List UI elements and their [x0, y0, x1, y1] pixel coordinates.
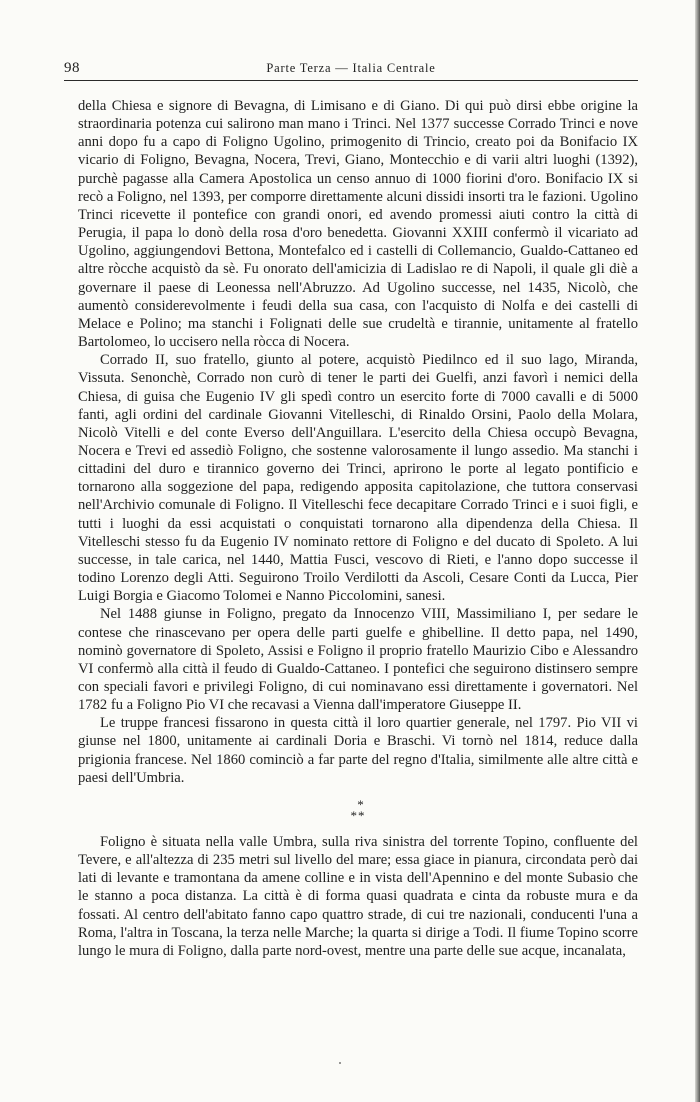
running-title: Parte Terza — Italia Centrale	[266, 61, 436, 75]
paragraph-french-troops: Le truppe francesi fissarono in questa città il loro quartier generale, nel 1797. Pio VII vi giunse nel 1800, unitamente ai cardinali Doria e Braschi. Vi tornò nel 1814, reduce dalla prigionia francese. Nel 1860 cominciò a far parte del regno d'Italia, similmente alle altre città e paesi dell'Umbria.	[78, 715, 638, 786]
body-text	[78, 97, 638, 960]
paragraph-city-description: Foligno è situata nella valle Umbra, sulla riva sinistra del torrente Topino, confluente del Tevere, e all'altezza di 235 metri sul livello del mare; essa giace in pianura, circondata però dai lati di levante e tramontana da amene colline e in vista dell'Apennino e del monte Subasio che le stanno a poca distanza. La città è di forma quasi quadrata e cinta da robuste mura e da fossati. Al centro dell'abitato fanno capo quattro strade, di cui tre nazionali, conducenti l'una a Roma, l'altra in Toscana, la terza nelle Marche; la quarta si dirige a Todi. Il fiume Topino scorre lungo le mura di Foligno, dalla parte nord-ovest, mentre una parte delle sue acque, incanalata,	[78, 833, 638, 959]
asterism-top: *	[357, 796, 365, 812]
page-number: 98	[64, 60, 80, 76]
paragraph-maximilian: Nel 1488 giunse in Foligno, pregato da Innocenzo VIII, Massimiliano I, per sedare le contese che rinascevano per opera delle parti guelfe e ghibelline. Il detto papa, nel 1490, nominò governatore di Spoleto, Assisi e Foligno il proprio fratello Maurizio Cibo e Alessandro VI confermò alla città il feudo di Gualdo-Cattaneo. I pontefici che seguirono distinsero sempre con speciali favori e privilegi Foligno, di cui nominavano essi direttamente i governatori. Nel 1782 fu a Foligno Pio VI che recavasi a Vienna dall'imperatore Giuseppe II.	[78, 606, 638, 714]
paragraph-corrado-ii: Corrado II, suo fratello, giunto al potere, acquistò Piedilnco ed il suo lago, Miranda, Vissuta. Senonchè, Corrado non curò di tener le parti dei Guelfi, anzi favorì i nemici della Chiesa, di guisa che Eugenio IV gli spedì contro un esercito forte di 7000 cavalli e di 5000 fanti, agli ordini del cardinale Giovanni Vitelleschi, di Rinaldo Orsini, Paolo della Molara, Nicolò Vitelli e del conte Everso dell'Anguillara. L'esercito della Chiesa occupò Bevagna, Nocera e Trevi ed assediò Foligno, che sostenne valorosamente il lungo assedio. Ma stanchi i cittadini del duro e tirannico governo dei Trinci, aprirono le porte al legato pontificio e tornarono alla soggezione del papa, redigendo apposita capitolazione, che tuttora conservasi nell'Archivio comunale di Foligno. Il Vitelleschi fece decapitare Corrado Trinci e i suoi figli, e tutti i luoghi da essi acquistati o conquistati tornarono alla dipendenza della Chiesa. Il Vitelleschi stesso fu da Eugenio IV nominato rettore di Foligno e del ducato di Spoleto. A lui successe, in tale carica, nel 1440, Mattia Fusci, vescovo di Rieti, e l'anno dopo successe il todino Lorenzo degli Atti. Seguirono Troilo Verdilotti da Ascoli, Cesare Conti da Lucca, Pier Luigi Borgia e Giacomo Tolomei e Nanno Piccolomini, sanesi.	[78, 352, 638, 605]
running-head	[64, 58, 638, 81]
asterism-bottom: **	[350, 807, 366, 823]
paper-speck	[339, 1062, 341, 1064]
page-edge-shadow	[695, 0, 700, 1102]
section-separator	[78, 796, 638, 823]
paragraph-trinci-origins: della Chiesa e signore di Bevagna, di Limisano e di Giano. Di qui può dirsi ebbe origine la straordinaria potenza cui salirono man mano i Trinci. Nel 1377 successe Corrado Trinci e nove anni dopo fu a capo di Foligno Ugolino, primogenito di Trincio, creato poi da Bonifacio IX vicario di Foligno, Bevagna, Nocera, Trevi, Giano, Montecchio e di varii altri luoghi (1392), purchè pagasse alla Camera Apostolica un censo annuo di 1000 fiorini d'oro. Bonifacio IX si recò a Foligno, nel 1393, per comporre direttamente alcuni dissidi insorti tra le fazioni. Ugolino Trinci ricevette il pontefice con grandi onori, ed avendo promessi aiuti contro la città di Perugia, il papa lo donò della rosa d'oro benedetta. Giovanni XXIII confermò il vicariato ad Ugolino, aggiungendovi Bettona, Montefalco ed i castelli di Collemancio, Gualdo-Cattaneo ed altre ròcche acquistò da sè. Fu onorato dell'amicizia di Ladislao re di Napoli, il quale gli diè a governare il paese di Leonessa nell'Abruzzo. Ad Ugolino successe, nel 1435, Nicolò, che aumentò considerevolmente i feudi della sua casa, con l'acquisto di Nolfa e dei castelli di Melace e Polino; ma stanchi i Folignati delle sue crudeltà e tirannie, unitamente al fratello Bartolomeo, lo uccisero nella ròcca di Nocera.	[78, 98, 638, 351]
